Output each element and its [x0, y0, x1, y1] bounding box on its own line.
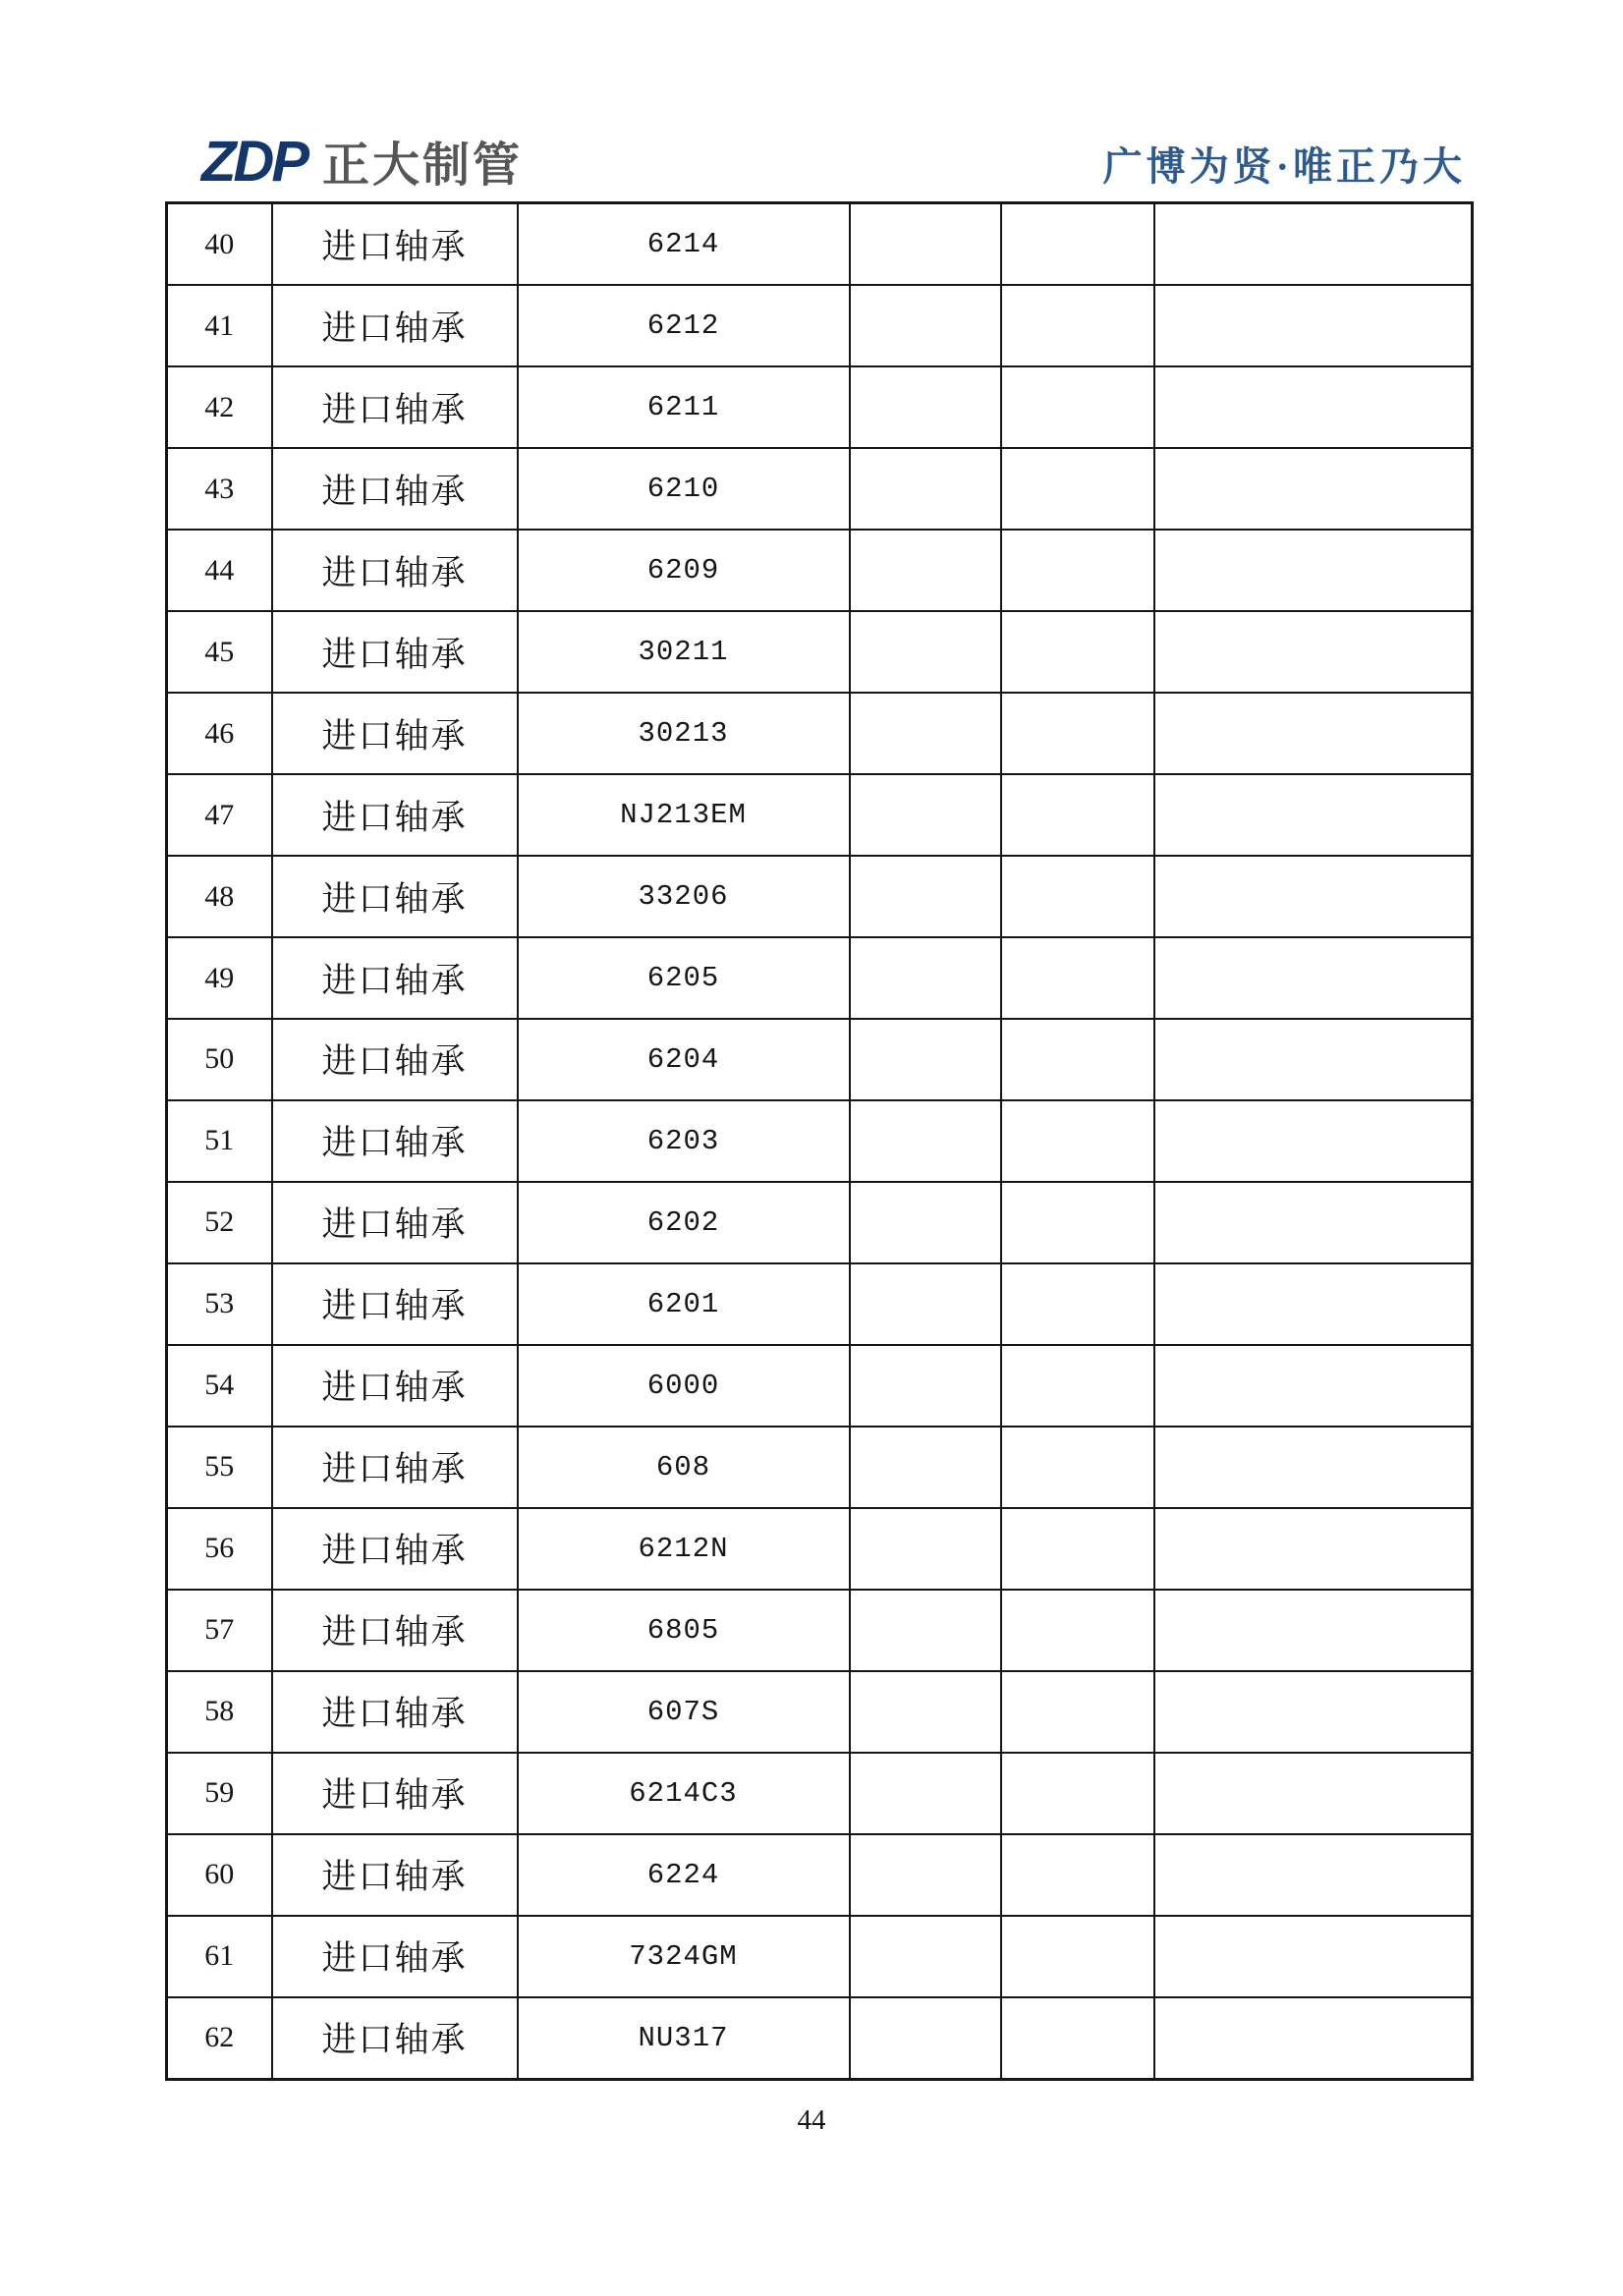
- row-index-cell: 52: [167, 1182, 272, 1263]
- table-row: [167, 937, 1473, 1019]
- parts-table: [165, 201, 1474, 2081]
- row-index-cell: 51: [167, 1100, 272, 1182]
- row-model-cell: NU317: [518, 1997, 850, 2080]
- row-name-cell: 进口轴承: [272, 937, 518, 1019]
- row-model-cell: 6000: [518, 1345, 850, 1427]
- row-model-cell: 6204: [518, 1019, 850, 1100]
- row-empty-cell-3: [1154, 693, 1473, 774]
- row-empty-cell-1: [850, 1834, 1001, 1916]
- row-name-cell: 进口轴承: [272, 1345, 518, 1427]
- company-name: 正大制管: [322, 140, 524, 192]
- row-empty-cell-1: [850, 530, 1001, 611]
- row-model-cell: 607S: [518, 1671, 850, 1753]
- row-empty-cell-3: [1154, 774, 1473, 856]
- company-slogan: 广博为贤·唯正乃大: [1102, 144, 1466, 189]
- table-row: [167, 285, 1473, 366]
- row-index-cell: 59: [167, 1753, 272, 1834]
- table-row: [167, 1263, 1473, 1345]
- row-empty-cell-1: [850, 856, 1001, 937]
- table-row: [167, 366, 1473, 448]
- row-model-cell: 30211: [518, 611, 850, 693]
- table-row: [167, 1427, 1473, 1508]
- row-empty-cell-3: [1154, 1427, 1473, 1508]
- row-empty-cell-2: [1001, 937, 1154, 1019]
- row-model-cell: 6214C3: [518, 1753, 850, 1834]
- row-empty-cell-3: [1154, 530, 1473, 611]
- table-row: [167, 1916, 1473, 1997]
- row-empty-cell-1: [850, 937, 1001, 1019]
- row-empty-cell-3: [1154, 285, 1473, 366]
- row-index-cell: 58: [167, 1671, 272, 1753]
- row-name-cell: 进口轴承: [272, 1671, 518, 1753]
- row-index-cell: 62: [167, 1997, 272, 2080]
- row-model-cell: 6212N: [518, 1508, 850, 1590]
- row-empty-cell-3: [1154, 1345, 1473, 1427]
- row-index-cell: 42: [167, 366, 272, 448]
- row-empty-cell-2: [1001, 1916, 1154, 1997]
- row-name-cell: 进口轴承: [272, 448, 518, 530]
- row-name-cell: 进口轴承: [272, 1834, 518, 1916]
- row-model-cell: 6224: [518, 1834, 850, 1916]
- company-logo: [201, 130, 524, 194]
- row-empty-cell-3: [1154, 937, 1473, 1019]
- row-empty-cell-1: [850, 203, 1001, 286]
- table-row: [167, 1590, 1473, 1671]
- row-empty-cell-2: [1001, 1182, 1154, 1263]
- table-row: [167, 611, 1473, 693]
- table-row: [167, 1753, 1473, 1834]
- row-empty-cell-3: [1154, 366, 1473, 448]
- row-empty-cell-2: [1001, 1753, 1154, 1834]
- row-empty-cell-3: [1154, 1019, 1473, 1100]
- row-empty-cell-1: [850, 693, 1001, 774]
- row-empty-cell-2: [1001, 856, 1154, 937]
- row-empty-cell-3: [1154, 611, 1473, 693]
- row-name-cell: 进口轴承: [272, 1100, 518, 1182]
- row-empty-cell-3: [1154, 203, 1473, 286]
- row-empty-cell-1: [850, 1345, 1001, 1427]
- row-index-cell: 57: [167, 1590, 272, 1671]
- row-model-cell: 6203: [518, 1100, 850, 1182]
- row-model-cell: 6805: [518, 1590, 850, 1671]
- row-model-cell: 7324GM: [518, 1916, 850, 1997]
- row-empty-cell-2: [1001, 1345, 1154, 1427]
- row-name-cell: 进口轴承: [272, 1263, 518, 1345]
- row-empty-cell-2: [1001, 448, 1154, 530]
- row-empty-cell-3: [1154, 1671, 1473, 1753]
- row-model-cell: 6205: [518, 937, 850, 1019]
- row-index-cell: 41: [167, 285, 272, 366]
- row-name-cell: 进口轴承: [272, 1997, 518, 2080]
- row-empty-cell-2: [1001, 1019, 1154, 1100]
- row-model-cell: 6201: [518, 1263, 850, 1345]
- row-model-cell: 608: [518, 1427, 850, 1508]
- row-empty-cell-1: [850, 611, 1001, 693]
- row-empty-cell-2: [1001, 1508, 1154, 1590]
- row-name-cell: 进口轴承: [272, 366, 518, 448]
- row-empty-cell-2: [1001, 693, 1154, 774]
- row-name-cell: 进口轴承: [272, 285, 518, 366]
- row-model-cell: 33206: [518, 856, 850, 937]
- row-index-cell: 48: [167, 856, 272, 937]
- row-model-cell: NJ213EM: [518, 774, 850, 856]
- row-index-cell: 44: [167, 530, 272, 611]
- row-empty-cell-1: [850, 1182, 1001, 1263]
- row-empty-cell-1: [850, 1590, 1001, 1671]
- row-name-cell: 进口轴承: [272, 1019, 518, 1100]
- row-empty-cell-3: [1154, 1590, 1473, 1671]
- row-index-cell: 61: [167, 1916, 272, 1997]
- row-index-cell: 60: [167, 1834, 272, 1916]
- row-model-cell: 6211: [518, 366, 850, 448]
- row-index-cell: 43: [167, 448, 272, 530]
- zdp-logo-mark: ZDP: [201, 130, 307, 194]
- row-empty-cell-2: [1001, 366, 1154, 448]
- row-empty-cell-2: [1001, 1100, 1154, 1182]
- row-empty-cell-3: [1154, 1753, 1473, 1834]
- row-empty-cell-3: [1154, 1997, 1473, 2080]
- row-empty-cell-3: [1154, 1508, 1473, 1590]
- parts-table-body: [167, 203, 1473, 2080]
- row-empty-cell-2: [1001, 1997, 1154, 2080]
- row-empty-cell-1: [850, 1753, 1001, 1834]
- row-empty-cell-1: [850, 1263, 1001, 1345]
- table-row: [167, 1671, 1473, 1753]
- row-empty-cell-1: [850, 1916, 1001, 1997]
- row-name-cell: 进口轴承: [272, 774, 518, 856]
- row-empty-cell-2: [1001, 530, 1154, 611]
- row-index-cell: 49: [167, 937, 272, 1019]
- row-index-cell: 53: [167, 1263, 272, 1345]
- row-name-cell: 进口轴承: [272, 1590, 518, 1671]
- row-empty-cell-2: [1001, 1263, 1154, 1345]
- table-row: [167, 203, 1473, 286]
- table-row: [167, 1100, 1473, 1182]
- row-name-cell: 进口轴承: [272, 856, 518, 937]
- row-name-cell: 进口轴承: [272, 1427, 518, 1508]
- row-empty-cell-2: [1001, 1590, 1154, 1671]
- table-row: [167, 1834, 1473, 1916]
- row-empty-cell-2: [1001, 774, 1154, 856]
- table-row: [167, 856, 1473, 937]
- row-empty-cell-2: [1001, 611, 1154, 693]
- row-empty-cell-2: [1001, 203, 1154, 286]
- row-model-cell: 30213: [518, 693, 850, 774]
- row-empty-cell-1: [850, 285, 1001, 366]
- row-model-cell: 6212: [518, 285, 850, 366]
- row-index-cell: 55: [167, 1427, 272, 1508]
- table-row: [167, 1508, 1473, 1590]
- row-empty-cell-1: [850, 1100, 1001, 1182]
- row-index-cell: 40: [167, 203, 272, 286]
- row-index-cell: 56: [167, 1508, 272, 1590]
- table-row: [167, 448, 1473, 530]
- table-row: [167, 774, 1473, 856]
- row-model-cell: 6202: [518, 1182, 850, 1263]
- row-name-cell: 进口轴承: [272, 1508, 518, 1590]
- row-empty-cell-3: [1154, 1263, 1473, 1345]
- row-empty-cell-3: [1154, 1834, 1473, 1916]
- row-index-cell: 54: [167, 1345, 272, 1427]
- table-row: [167, 1345, 1473, 1427]
- table-row: [167, 530, 1473, 611]
- row-empty-cell-2: [1001, 1834, 1154, 1916]
- row-empty-cell-1: [850, 1508, 1001, 1590]
- row-name-cell: 进口轴承: [272, 693, 518, 774]
- row-empty-cell-3: [1154, 1100, 1473, 1182]
- row-empty-cell-2: [1001, 285, 1154, 366]
- row-model-cell: 6210: [518, 448, 850, 530]
- table-row: [167, 693, 1473, 774]
- row-model-cell: 6214: [518, 203, 850, 286]
- row-index-cell: 45: [167, 611, 272, 693]
- row-name-cell: 进口轴承: [272, 1916, 518, 1997]
- row-empty-cell-1: [850, 1671, 1001, 1753]
- row-index-cell: 47: [167, 774, 272, 856]
- table-row: [167, 1019, 1473, 1100]
- row-empty-cell-2: [1001, 1427, 1154, 1508]
- row-index-cell: 50: [167, 1019, 272, 1100]
- row-empty-cell-3: [1154, 1182, 1473, 1263]
- row-empty-cell-1: [850, 774, 1001, 856]
- row-name-cell: 进口轴承: [272, 611, 518, 693]
- row-empty-cell-2: [1001, 1671, 1154, 1753]
- row-empty-cell-3: [1154, 1916, 1473, 1997]
- row-name-cell: 进口轴承: [272, 530, 518, 611]
- row-empty-cell-1: [850, 448, 1001, 530]
- row-empty-cell-1: [850, 366, 1001, 448]
- row-name-cell: 进口轴承: [272, 203, 518, 286]
- row-empty-cell-3: [1154, 448, 1473, 530]
- row-index-cell: 46: [167, 693, 272, 774]
- page-number: 44: [797, 2104, 826, 2136]
- row-empty-cell-1: [850, 1427, 1001, 1508]
- row-empty-cell-1: [850, 1997, 1001, 2080]
- row-model-cell: 6209: [518, 530, 850, 611]
- row-name-cell: 进口轴承: [272, 1753, 518, 1834]
- row-name-cell: 进口轴承: [272, 1182, 518, 1263]
- table-row: [167, 1997, 1473, 2080]
- row-empty-cell-3: [1154, 856, 1473, 937]
- table-row: [167, 1182, 1473, 1263]
- row-empty-cell-1: [850, 1019, 1001, 1100]
